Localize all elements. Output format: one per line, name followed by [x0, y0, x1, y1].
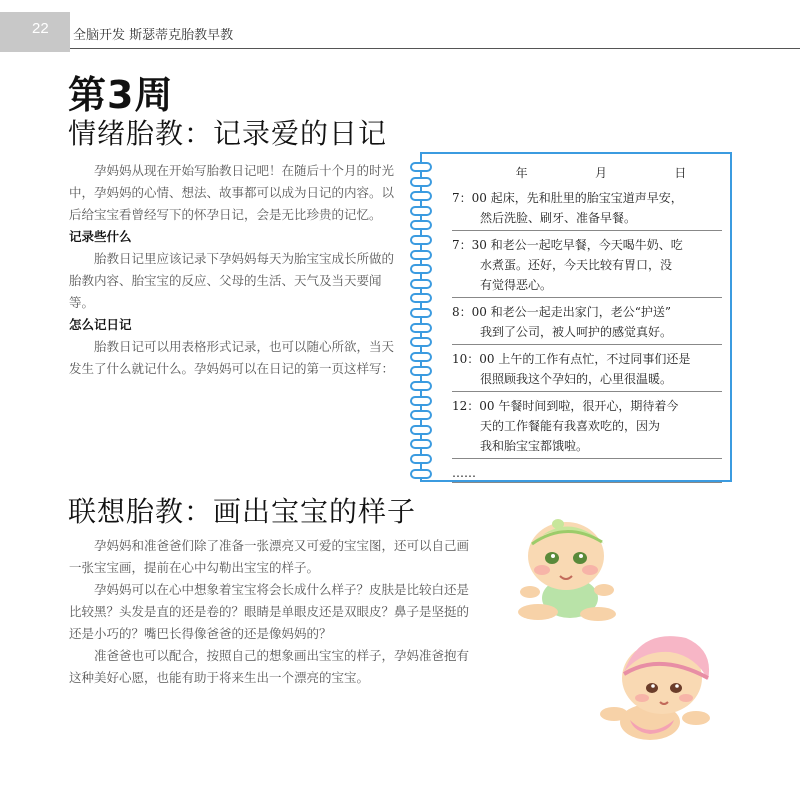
notebook-ring [410, 366, 432, 376]
diary-entry-ellipsis: …… [452, 459, 722, 483]
notebook-ring [410, 235, 432, 245]
section1-heading-how: 怎么记日记 [69, 317, 132, 332]
notebook-ring [410, 352, 432, 362]
notebook-ring [410, 396, 432, 406]
week-title: 第3周 [68, 73, 174, 117]
notebook-ring [410, 410, 432, 420]
notebook-ring [410, 279, 432, 289]
section2-body [69, 535, 477, 689]
notebook-ring [410, 206, 432, 216]
section2-title: 联想胎教：画出宝宝的样子 [68, 495, 417, 528]
section2-para3: 准爸爸也可以配合，按照自己的想象画出宝宝的样子，孕妈准爸抱有这种美好心愿，也能有助于将来生出一个漂亮的宝宝。 [69, 648, 470, 685]
section1-heading-what: 记录些什么 [69, 229, 132, 244]
diary-year: 年 [515, 166, 528, 180]
notebook-ring [410, 264, 432, 274]
diary-entry: 7：30 和老公一起吃早餐，今天喝牛奶、吃 水煮蛋。还好，今天比较有胃口，没 有觉得恶心。 [452, 231, 722, 298]
section2-para2: 孕妈妈可以在心中想象着宝宝将会长成什么样子？皮肤是比较白还是比较黑？头发是直的还是卷的？眼睛是单眼皮还是双眼皮？鼻子是坚挺的还是小巧的？嘴巴长得像爸爸的还是像妈妈的？ [69, 582, 470, 641]
diary-day: 日 [674, 166, 687, 180]
section1-title: 情绪胎教：记录爱的日记 [68, 117, 388, 150]
notebook-ring [410, 381, 432, 391]
diary-month: 月 [594, 166, 607, 180]
notebook-ring [410, 220, 432, 230]
notebook-ring [410, 323, 432, 333]
notebook-ring [410, 308, 432, 318]
notebook-ring [410, 425, 432, 435]
section2-para1: 孕妈妈和准爸爸们除了准备一张漂亮又可爱的宝宝图，还可以自己画一张宝宝画，提前在心中勾勒出宝宝的样子。 [69, 538, 470, 575]
diary-entry: 12：00 午餐时间到啦，很开心，期待着今 天的工作餐能有我喜欢吃的，因为 我和胎宝宝都饿啦。 [452, 392, 722, 459]
notebook-ring [410, 191, 432, 201]
section1-para1: 孕妈妈从现在开始写胎教日记吧！在随后十个月的时光中，孕妈妈的心情、想法、故事都可以成为日记的内容。以后给宝宝看曾经写下的怀孕日记，会是无比珍贵的记忆。 [69, 163, 395, 222]
notebook-ring [410, 293, 432, 303]
header-rule [70, 48, 800, 49]
notebook-ring [410, 250, 432, 260]
baby-green-hat-illustration [508, 512, 626, 624]
section1-body [69, 160, 399, 380]
notebook-ring [410, 469, 432, 479]
diary-date-row [422, 164, 730, 181]
diary-notebook [420, 152, 732, 482]
diary-entry: 10：00 上午的工作有点忙，不过同事们还是 很照顾我这个孕妇的，心里很温暖。 [452, 345, 722, 392]
diary-entries [452, 184, 722, 483]
section1-para-how: 胎教日记可以用表格形式记录，也可以随心所欲，当天发生了什么就记什么。孕妈妈可以在日记的第一页这样写： [69, 339, 395, 376]
diary-entry: 7：00 起床，先和肚里的胎宝宝道声早安， 然后洗脸、刷牙、准备早餐。 [452, 184, 722, 231]
page-number: 22 [32, 20, 49, 37]
notebook-ring [410, 439, 432, 449]
notebook-ring [410, 337, 432, 347]
diary-entry: 8：00 和老公一起走出家门，老公“护送” 我到了公司，被人呵护的感觉真好。 [452, 298, 722, 345]
running-title: 全脑开发 斯瑟蒂克胎教早教 [73, 28, 234, 43]
section1-para-what: 胎教日记里应该记录下孕妈妈每天为胎宝宝成长所做的胎教内容、胎宝宝的反应、父母的生活、天气及当天要闻等。 [69, 251, 395, 310]
baby-pink-hat-illustration [590, 628, 725, 748]
notebook-ring [410, 454, 432, 464]
